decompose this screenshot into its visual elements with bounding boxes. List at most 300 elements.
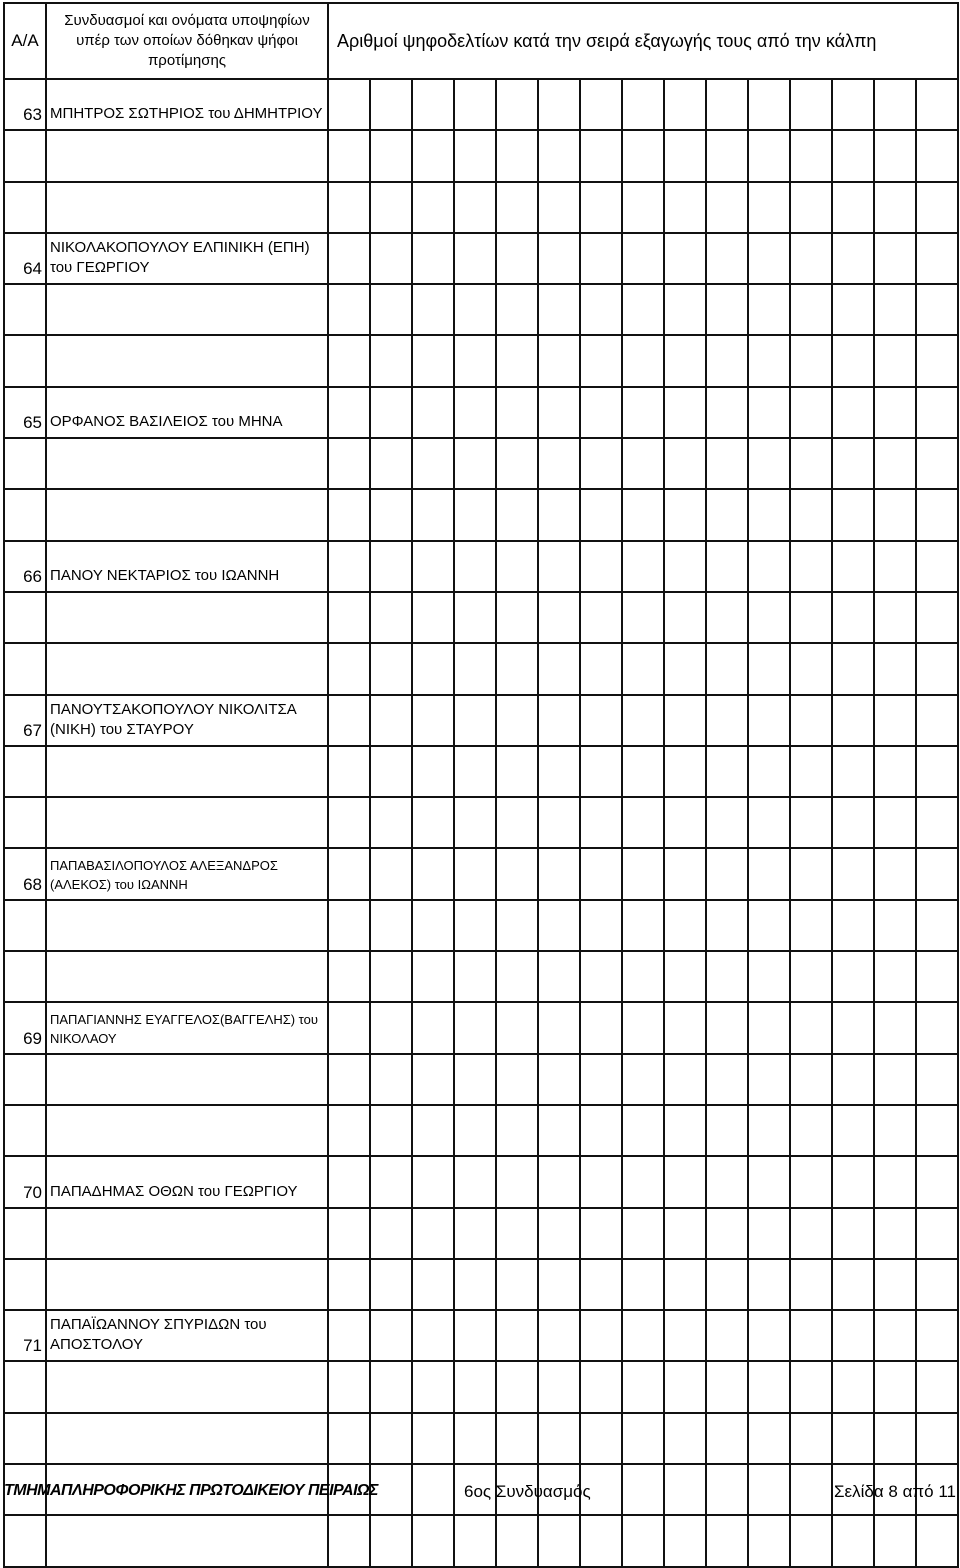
ballot-cell[interactable] bbox=[664, 130, 706, 181]
ballot-cell[interactable] bbox=[916, 541, 958, 592]
ballot-cell[interactable] bbox=[538, 797, 580, 848]
ballot-cell[interactable] bbox=[412, 335, 454, 386]
ballot-cell[interactable] bbox=[580, 541, 622, 592]
ballot-cell[interactable] bbox=[748, 1259, 790, 1310]
ballot-cell[interactable] bbox=[916, 592, 958, 643]
ballot-cell[interactable] bbox=[580, 1105, 622, 1156]
ballot-cell[interactable] bbox=[454, 1413, 496, 1464]
ballot-cell[interactable] bbox=[328, 643, 370, 694]
ballot-cell[interactable] bbox=[916, 387, 958, 438]
ballot-cell[interactable] bbox=[790, 1105, 832, 1156]
ballot-cell[interactable] bbox=[538, 1054, 580, 1105]
ballot-cell[interactable] bbox=[832, 1156, 874, 1207]
ballot-cell[interactable] bbox=[412, 1105, 454, 1156]
ballot-cell[interactable] bbox=[706, 79, 748, 130]
ballot-cell[interactable] bbox=[790, 541, 832, 592]
ballot-cell[interactable] bbox=[832, 130, 874, 181]
ballot-cell[interactable] bbox=[748, 438, 790, 489]
ballot-cell[interactable] bbox=[496, 1208, 538, 1259]
ballot-cell[interactable] bbox=[832, 1054, 874, 1105]
ballot-cell[interactable] bbox=[328, 233, 370, 284]
ballot-cell[interactable] bbox=[832, 695, 874, 746]
ballot-cell[interactable] bbox=[454, 233, 496, 284]
ballot-cell[interactable] bbox=[706, 1361, 748, 1412]
ballot-cell[interactable] bbox=[664, 797, 706, 848]
ballot-cell[interactable] bbox=[664, 1156, 706, 1207]
ballot-cell[interactable] bbox=[454, 1259, 496, 1310]
ballot-cell[interactable] bbox=[622, 79, 664, 130]
ballot-cell[interactable] bbox=[622, 1413, 664, 1464]
ballot-cell[interactable] bbox=[538, 1310, 580, 1361]
ballot-cell[interactable] bbox=[328, 1361, 370, 1412]
ballot-cell[interactable] bbox=[916, 182, 958, 233]
ballot-cell[interactable] bbox=[664, 1259, 706, 1310]
ballot-cell[interactable] bbox=[370, 489, 412, 540]
ballot-cell[interactable] bbox=[580, 1413, 622, 1464]
ballot-cell[interactable] bbox=[580, 489, 622, 540]
ballot-cell[interactable] bbox=[790, 848, 832, 899]
ballot-cell[interactable] bbox=[538, 643, 580, 694]
ballot-cell[interactable] bbox=[538, 695, 580, 746]
ballot-cell[interactable] bbox=[580, 1361, 622, 1412]
ballot-cell[interactable] bbox=[706, 1259, 748, 1310]
ballot-cell[interactable] bbox=[832, 284, 874, 335]
ballot-cell[interactable] bbox=[916, 951, 958, 1002]
ballot-cell[interactable] bbox=[496, 797, 538, 848]
ballot-cell[interactable] bbox=[748, 284, 790, 335]
ballot-cell[interactable] bbox=[538, 489, 580, 540]
ballot-cell[interactable] bbox=[874, 1413, 916, 1464]
ballot-cell[interactable] bbox=[454, 746, 496, 797]
ballot-cell[interactable] bbox=[370, 592, 412, 643]
ballot-cell[interactable] bbox=[496, 746, 538, 797]
ballot-cell[interactable] bbox=[874, 797, 916, 848]
ballot-cell[interactable] bbox=[916, 1259, 958, 1310]
ballot-cell[interactable] bbox=[496, 1054, 538, 1105]
ballot-cell[interactable] bbox=[622, 746, 664, 797]
ballot-cell[interactable] bbox=[622, 1259, 664, 1310]
ballot-cell[interactable] bbox=[790, 1310, 832, 1361]
ballot-cell[interactable] bbox=[874, 1002, 916, 1053]
ballot-cell[interactable] bbox=[706, 951, 748, 1002]
ballot-cell[interactable] bbox=[370, 951, 412, 1002]
ballot-cell[interactable] bbox=[496, 1413, 538, 1464]
ballot-cell[interactable] bbox=[370, 746, 412, 797]
ballot-cell[interactable] bbox=[832, 79, 874, 130]
ballot-cell[interactable] bbox=[622, 1105, 664, 1156]
ballot-cell[interactable] bbox=[664, 387, 706, 438]
ballot-cell[interactable] bbox=[664, 1054, 706, 1105]
ballot-cell[interactable] bbox=[748, 746, 790, 797]
ballot-cell[interactable] bbox=[496, 387, 538, 438]
ballot-cell[interactable] bbox=[496, 900, 538, 951]
ballot-cell[interactable] bbox=[454, 438, 496, 489]
ballot-cell[interactable] bbox=[454, 1002, 496, 1053]
ballot-cell[interactable] bbox=[538, 951, 580, 1002]
ballot-cell[interactable] bbox=[832, 1310, 874, 1361]
ballot-cell[interactable] bbox=[580, 1156, 622, 1207]
ballot-cell[interactable] bbox=[580, 284, 622, 335]
ballot-cell[interactable] bbox=[916, 900, 958, 951]
ballot-cell[interactable] bbox=[412, 1361, 454, 1412]
ballot-cell[interactable] bbox=[790, 643, 832, 694]
ballot-cell[interactable] bbox=[328, 900, 370, 951]
ballot-cell[interactable] bbox=[790, 438, 832, 489]
ballot-cell[interactable] bbox=[748, 1208, 790, 1259]
ballot-cell[interactable] bbox=[832, 1515, 874, 1566]
ballot-cell[interactable] bbox=[790, 79, 832, 130]
ballot-cell[interactable] bbox=[874, 387, 916, 438]
ballot-cell[interactable] bbox=[874, 695, 916, 746]
ballot-cell[interactable] bbox=[706, 1413, 748, 1464]
ballot-cell[interactable] bbox=[370, 233, 412, 284]
ballot-cell[interactable] bbox=[832, 643, 874, 694]
ballot-cell[interactable] bbox=[664, 951, 706, 1002]
ballot-cell[interactable] bbox=[412, 1208, 454, 1259]
ballot-cell[interactable] bbox=[706, 1054, 748, 1105]
ballot-cell[interactable] bbox=[790, 1515, 832, 1566]
ballot-cell[interactable] bbox=[706, 387, 748, 438]
ballot-cell[interactable] bbox=[622, 387, 664, 438]
ballot-cell[interactable] bbox=[916, 130, 958, 181]
ballot-cell[interactable] bbox=[832, 1208, 874, 1259]
ballot-cell[interactable] bbox=[874, 848, 916, 899]
ballot-cell[interactable] bbox=[370, 1413, 412, 1464]
ballot-cell[interactable] bbox=[496, 79, 538, 130]
ballot-cell[interactable] bbox=[412, 1259, 454, 1310]
ballot-cell[interactable] bbox=[496, 438, 538, 489]
ballot-cell[interactable] bbox=[706, 489, 748, 540]
ballot-cell[interactable] bbox=[748, 1002, 790, 1053]
ballot-cell[interactable] bbox=[412, 1413, 454, 1464]
ballot-cell[interactable] bbox=[706, 592, 748, 643]
ballot-cell[interactable] bbox=[790, 1361, 832, 1412]
ballot-cell[interactable] bbox=[748, 79, 790, 130]
ballot-cell[interactable] bbox=[454, 1208, 496, 1259]
ballot-cell[interactable] bbox=[412, 541, 454, 592]
ballot-cell[interactable] bbox=[832, 900, 874, 951]
ballot-cell[interactable] bbox=[874, 489, 916, 540]
ballot-cell[interactable] bbox=[664, 1515, 706, 1566]
ballot-cell[interactable] bbox=[328, 79, 370, 130]
ballot-cell[interactable] bbox=[538, 848, 580, 899]
ballot-cell[interactable] bbox=[664, 1105, 706, 1156]
ballot-cell[interactable] bbox=[328, 1208, 370, 1259]
ballot-cell[interactable] bbox=[370, 541, 412, 592]
ballot-cell[interactable] bbox=[664, 695, 706, 746]
ballot-cell[interactable] bbox=[664, 1361, 706, 1412]
ballot-cell[interactable] bbox=[790, 1208, 832, 1259]
ballot-cell[interactable] bbox=[412, 387, 454, 438]
ballot-cell[interactable] bbox=[538, 541, 580, 592]
ballot-cell[interactable] bbox=[832, 1105, 874, 1156]
ballot-cell[interactable] bbox=[622, 1361, 664, 1412]
ballot-cell[interactable] bbox=[748, 1361, 790, 1412]
ballot-cell[interactable] bbox=[538, 746, 580, 797]
ballot-cell[interactable] bbox=[748, 848, 790, 899]
ballot-cell[interactable] bbox=[790, 695, 832, 746]
ballot-cell[interactable] bbox=[622, 489, 664, 540]
ballot-cell[interactable] bbox=[328, 951, 370, 1002]
ballot-cell[interactable] bbox=[622, 335, 664, 386]
ballot-cell[interactable] bbox=[328, 1310, 370, 1361]
ballot-cell[interactable] bbox=[748, 233, 790, 284]
ballot-cell[interactable] bbox=[874, 1156, 916, 1207]
ballot-cell[interactable] bbox=[622, 592, 664, 643]
ballot-cell[interactable] bbox=[790, 746, 832, 797]
ballot-cell[interactable] bbox=[328, 130, 370, 181]
ballot-cell[interactable] bbox=[916, 746, 958, 797]
ballot-cell[interactable] bbox=[664, 848, 706, 899]
ballot-cell[interactable] bbox=[832, 1361, 874, 1412]
ballot-cell[interactable] bbox=[454, 130, 496, 181]
ballot-cell[interactable] bbox=[832, 746, 874, 797]
ballot-cell[interactable] bbox=[370, 695, 412, 746]
ballot-cell[interactable] bbox=[832, 489, 874, 540]
ballot-cell[interactable] bbox=[622, 643, 664, 694]
ballot-cell[interactable] bbox=[874, 1515, 916, 1566]
ballot-cell[interactable] bbox=[580, 1002, 622, 1053]
ballot-cell[interactable] bbox=[370, 79, 412, 130]
ballot-cell[interactable] bbox=[370, 1361, 412, 1412]
ballot-cell[interactable] bbox=[538, 130, 580, 181]
ballot-cell[interactable] bbox=[664, 284, 706, 335]
ballot-cell[interactable] bbox=[832, 951, 874, 1002]
ballot-cell[interactable] bbox=[580, 79, 622, 130]
ballot-cell[interactable] bbox=[370, 848, 412, 899]
ballot-cell[interactable] bbox=[454, 541, 496, 592]
ballot-cell[interactable] bbox=[664, 1413, 706, 1464]
ballot-cell[interactable] bbox=[664, 900, 706, 951]
ballot-cell[interactable] bbox=[916, 1361, 958, 1412]
ballot-cell[interactable] bbox=[832, 1413, 874, 1464]
ballot-cell[interactable] bbox=[370, 130, 412, 181]
ballot-cell[interactable] bbox=[328, 1259, 370, 1310]
ballot-cell[interactable] bbox=[412, 797, 454, 848]
ballot-cell[interactable] bbox=[790, 335, 832, 386]
ballot-cell[interactable] bbox=[748, 489, 790, 540]
ballot-cell[interactable] bbox=[832, 848, 874, 899]
ballot-cell[interactable] bbox=[664, 643, 706, 694]
ballot-cell[interactable] bbox=[832, 592, 874, 643]
ballot-cell[interactable] bbox=[706, 1208, 748, 1259]
ballot-cell[interactable] bbox=[706, 541, 748, 592]
ballot-cell[interactable] bbox=[454, 848, 496, 899]
ballot-cell[interactable] bbox=[454, 182, 496, 233]
ballot-cell[interactable] bbox=[832, 1002, 874, 1053]
ballot-cell[interactable] bbox=[454, 592, 496, 643]
ballot-cell[interactable] bbox=[328, 489, 370, 540]
ballot-cell[interactable] bbox=[622, 1208, 664, 1259]
ballot-cell[interactable] bbox=[916, 797, 958, 848]
ballot-cell[interactable] bbox=[454, 797, 496, 848]
ballot-cell[interactable] bbox=[370, 1208, 412, 1259]
ballot-cell[interactable] bbox=[538, 233, 580, 284]
ballot-cell[interactable] bbox=[706, 335, 748, 386]
ballot-cell[interactable] bbox=[916, 233, 958, 284]
ballot-cell[interactable] bbox=[916, 695, 958, 746]
ballot-cell[interactable] bbox=[874, 1105, 916, 1156]
ballot-cell[interactable] bbox=[748, 335, 790, 386]
ballot-cell[interactable] bbox=[580, 1259, 622, 1310]
ballot-cell[interactable] bbox=[328, 438, 370, 489]
ballot-cell[interactable] bbox=[412, 695, 454, 746]
ballot-cell[interactable] bbox=[706, 233, 748, 284]
ballot-cell[interactable] bbox=[580, 233, 622, 284]
ballot-cell[interactable] bbox=[622, 284, 664, 335]
ballot-cell[interactable] bbox=[454, 489, 496, 540]
ballot-cell[interactable] bbox=[916, 1156, 958, 1207]
ballot-cell[interactable] bbox=[328, 387, 370, 438]
ballot-cell[interactable] bbox=[622, 182, 664, 233]
ballot-cell[interactable] bbox=[580, 695, 622, 746]
ballot-cell[interactable] bbox=[454, 1105, 496, 1156]
ballot-cell[interactable] bbox=[874, 1054, 916, 1105]
ballot-cell[interactable] bbox=[412, 438, 454, 489]
ballot-cell[interactable] bbox=[496, 951, 538, 1002]
ballot-cell[interactable] bbox=[412, 1156, 454, 1207]
ballot-cell[interactable] bbox=[622, 541, 664, 592]
ballot-cell[interactable] bbox=[538, 79, 580, 130]
ballot-cell[interactable] bbox=[580, 951, 622, 1002]
ballot-cell[interactable] bbox=[706, 746, 748, 797]
ballot-cell[interactable] bbox=[832, 335, 874, 386]
ballot-cell[interactable] bbox=[874, 233, 916, 284]
ballot-cell[interactable] bbox=[538, 592, 580, 643]
ballot-cell[interactable] bbox=[706, 797, 748, 848]
ballot-cell[interactable] bbox=[370, 1002, 412, 1053]
ballot-cell[interactable] bbox=[790, 900, 832, 951]
ballot-cell[interactable] bbox=[748, 797, 790, 848]
ballot-cell[interactable] bbox=[622, 130, 664, 181]
ballot-cell[interactable] bbox=[538, 900, 580, 951]
ballot-cell[interactable] bbox=[748, 951, 790, 1002]
ballot-cell[interactable] bbox=[370, 900, 412, 951]
ballot-cell[interactable] bbox=[328, 541, 370, 592]
ballot-cell[interactable] bbox=[496, 1259, 538, 1310]
ballot-cell[interactable] bbox=[454, 1156, 496, 1207]
ballot-cell[interactable] bbox=[496, 1002, 538, 1053]
ballot-cell[interactable] bbox=[328, 182, 370, 233]
ballot-cell[interactable] bbox=[412, 1515, 454, 1566]
ballot-cell[interactable] bbox=[454, 1361, 496, 1412]
ballot-cell[interactable] bbox=[790, 1054, 832, 1105]
ballot-cell[interactable] bbox=[748, 130, 790, 181]
ballot-cell[interactable] bbox=[538, 1259, 580, 1310]
ballot-cell[interactable] bbox=[790, 1002, 832, 1053]
ballot-cell[interactable] bbox=[706, 182, 748, 233]
ballot-cell[interactable] bbox=[706, 643, 748, 694]
ballot-cell[interactable] bbox=[622, 695, 664, 746]
ballot-cell[interactable] bbox=[496, 284, 538, 335]
ballot-cell[interactable] bbox=[916, 848, 958, 899]
ballot-cell[interactable] bbox=[874, 1361, 916, 1412]
ballot-cell[interactable] bbox=[370, 1156, 412, 1207]
ballot-cell[interactable] bbox=[622, 797, 664, 848]
ballot-cell[interactable] bbox=[580, 130, 622, 181]
ballot-cell[interactable] bbox=[832, 387, 874, 438]
ballot-cell[interactable] bbox=[496, 182, 538, 233]
ballot-cell[interactable] bbox=[496, 643, 538, 694]
ballot-cell[interactable] bbox=[916, 489, 958, 540]
ballot-cell[interactable] bbox=[664, 1310, 706, 1361]
ballot-cell[interactable] bbox=[454, 1515, 496, 1566]
ballot-cell[interactable] bbox=[706, 1515, 748, 1566]
ballot-cell[interactable] bbox=[874, 1259, 916, 1310]
ballot-cell[interactable] bbox=[412, 182, 454, 233]
ballot-cell[interactable] bbox=[664, 541, 706, 592]
ballot-cell[interactable] bbox=[874, 541, 916, 592]
ballot-cell[interactable] bbox=[622, 1515, 664, 1566]
ballot-cell[interactable] bbox=[664, 335, 706, 386]
ballot-cell[interactable] bbox=[580, 900, 622, 951]
ballot-cell[interactable] bbox=[454, 643, 496, 694]
ballot-cell[interactable] bbox=[580, 848, 622, 899]
ballot-cell[interactable] bbox=[664, 746, 706, 797]
ballot-cell[interactable] bbox=[790, 387, 832, 438]
ballot-cell[interactable] bbox=[580, 438, 622, 489]
ballot-cell[interactable] bbox=[496, 1105, 538, 1156]
ballot-cell[interactable] bbox=[874, 335, 916, 386]
ballot-cell[interactable] bbox=[664, 79, 706, 130]
ballot-cell[interactable] bbox=[622, 848, 664, 899]
ballot-cell[interactable] bbox=[664, 1002, 706, 1053]
ballot-cell[interactable] bbox=[916, 1413, 958, 1464]
ballot-cell[interactable] bbox=[538, 1413, 580, 1464]
ballot-cell[interactable] bbox=[412, 233, 454, 284]
ballot-cell[interactable] bbox=[370, 1259, 412, 1310]
ballot-cell[interactable] bbox=[412, 951, 454, 1002]
ballot-cell[interactable] bbox=[496, 489, 538, 540]
ballot-cell[interactable] bbox=[916, 1310, 958, 1361]
ballot-cell[interactable] bbox=[622, 900, 664, 951]
ballot-cell[interactable] bbox=[664, 438, 706, 489]
ballot-cell[interactable] bbox=[370, 438, 412, 489]
ballot-cell[interactable] bbox=[706, 1310, 748, 1361]
ballot-cell[interactable] bbox=[916, 284, 958, 335]
ballot-cell[interactable] bbox=[538, 1515, 580, 1566]
ballot-cell[interactable] bbox=[622, 1002, 664, 1053]
ballot-cell[interactable] bbox=[916, 1054, 958, 1105]
ballot-cell[interactable] bbox=[916, 79, 958, 130]
ballot-cell[interactable] bbox=[496, 1156, 538, 1207]
ballot-cell[interactable] bbox=[790, 130, 832, 181]
ballot-cell[interactable] bbox=[874, 746, 916, 797]
ballot-cell[interactable] bbox=[580, 797, 622, 848]
ballot-cell[interactable] bbox=[748, 1156, 790, 1207]
ballot-cell[interactable] bbox=[580, 182, 622, 233]
ballot-cell[interactable] bbox=[622, 438, 664, 489]
ballot-cell[interactable] bbox=[412, 79, 454, 130]
ballot-cell[interactable] bbox=[412, 848, 454, 899]
ballot-cell[interactable] bbox=[832, 1259, 874, 1310]
ballot-cell[interactable] bbox=[370, 643, 412, 694]
ballot-cell[interactable] bbox=[328, 1002, 370, 1053]
ballot-cell[interactable] bbox=[832, 438, 874, 489]
ballot-cell[interactable] bbox=[790, 951, 832, 1002]
ballot-cell[interactable] bbox=[748, 1515, 790, 1566]
ballot-cell[interactable] bbox=[916, 1515, 958, 1566]
ballot-cell[interactable] bbox=[496, 848, 538, 899]
ballot-cell[interactable] bbox=[916, 1208, 958, 1259]
ballot-cell[interactable] bbox=[706, 695, 748, 746]
ballot-cell[interactable] bbox=[580, 643, 622, 694]
ballot-cell[interactable] bbox=[790, 284, 832, 335]
ballot-cell[interactable] bbox=[664, 182, 706, 233]
ballot-cell[interactable] bbox=[412, 592, 454, 643]
ballot-cell[interactable] bbox=[370, 335, 412, 386]
ballot-cell[interactable] bbox=[580, 1310, 622, 1361]
